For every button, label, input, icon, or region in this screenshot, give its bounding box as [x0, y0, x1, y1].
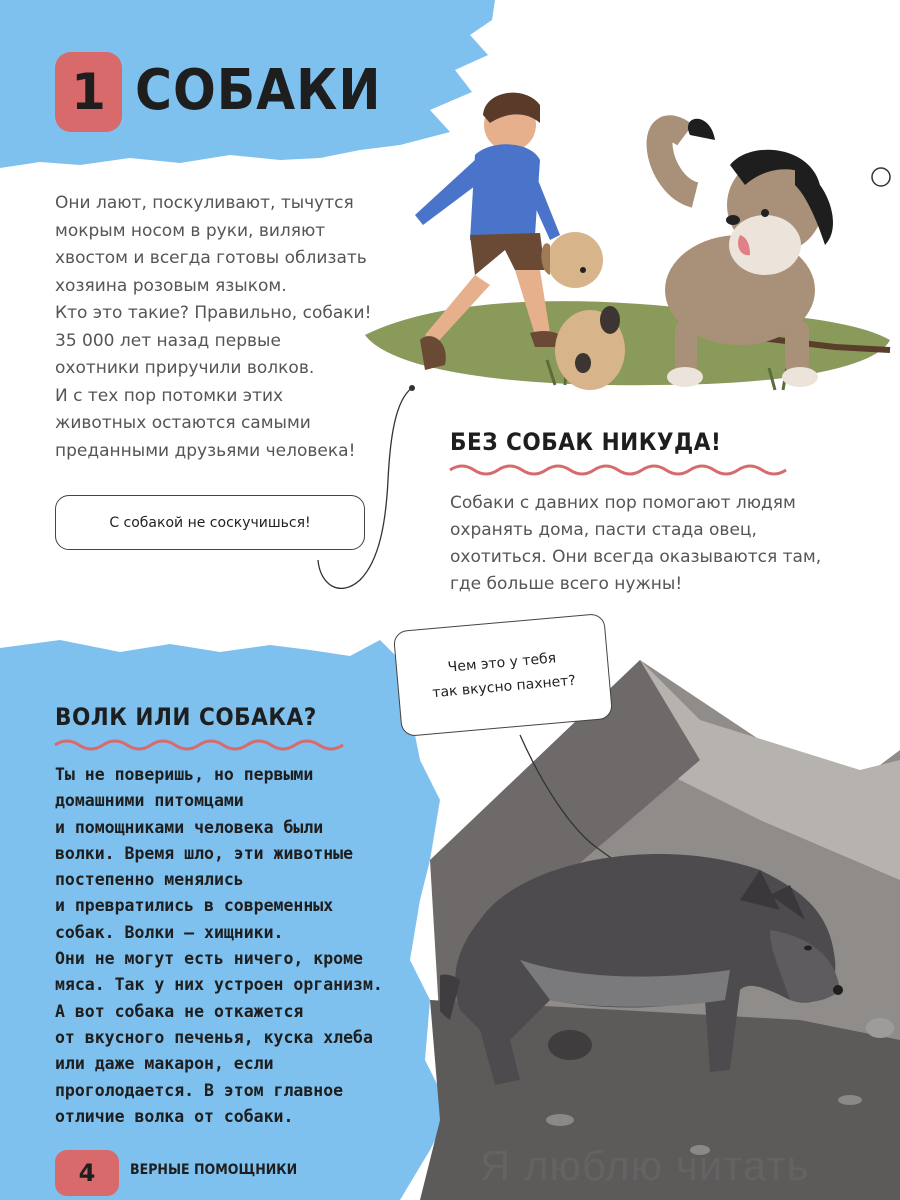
speech-bubble-boy: С собакой не соскучишься!: [55, 495, 365, 550]
watermark: Я люблю читать: [480, 1142, 810, 1189]
section-text-nowhere-without-dogs: Собаки с давних пор помогают людям охранять дома, пасти стада овец, охотиться. Они всегда оказываются там, где больше всего нужны!: [450, 493, 822, 594]
chapter-number: 1: [71, 63, 106, 121]
section-text-wolf-or-dog: Ты не поверишь, но первыми домашними питомцами и помощниками человека были волки. Время шло, эти животные постепенно менялись и превратились в современных собак. Волки – хищники. Они не могут есть ничего, кроме мяса. Так у них устроен организм. А вот собака не откажется от вкусного печенья, куска хлеба или даже макарон, если проголодается. В этом главное отличие волка от собаки.: [55, 765, 383, 1126]
page-number-badge: 4: [55, 1150, 119, 1196]
section-title-nowhere-without-dogs: БЕЗ СОБАК НИКУДА!: [450, 428, 722, 456]
wavy-underline-1: [450, 466, 786, 474]
chapter-number-badge: [55, 52, 122, 132]
intro-paragraph: Они лают, поскуливают, тычутся мокрым носом в руки, виляют хвостом и всегда готовы облизать хозяина розовым языком. Кто это такие? Правильно, собаки! 35 000 лет назад первые охотники приручили волков. И с тех пор потомки этих животных остаются самыми преданными друзьями человека!: [55, 193, 372, 461]
speech-bubble-wolf: Чем это у тебя так вкусно пахнет?: [393, 613, 613, 737]
section-title-wolf-or-dog: ВОЛК ИЛИ СОБАКА?: [55, 703, 317, 731]
chapter-title: СОБАКИ: [135, 58, 382, 123]
footer-section-label: ВЕРНЫЕ ПОМОЩНИКИ: [130, 1162, 298, 1178]
boy-and-dogs-illustration: [355, 85, 900, 405]
wolf-illustration: [440, 840, 860, 1090]
